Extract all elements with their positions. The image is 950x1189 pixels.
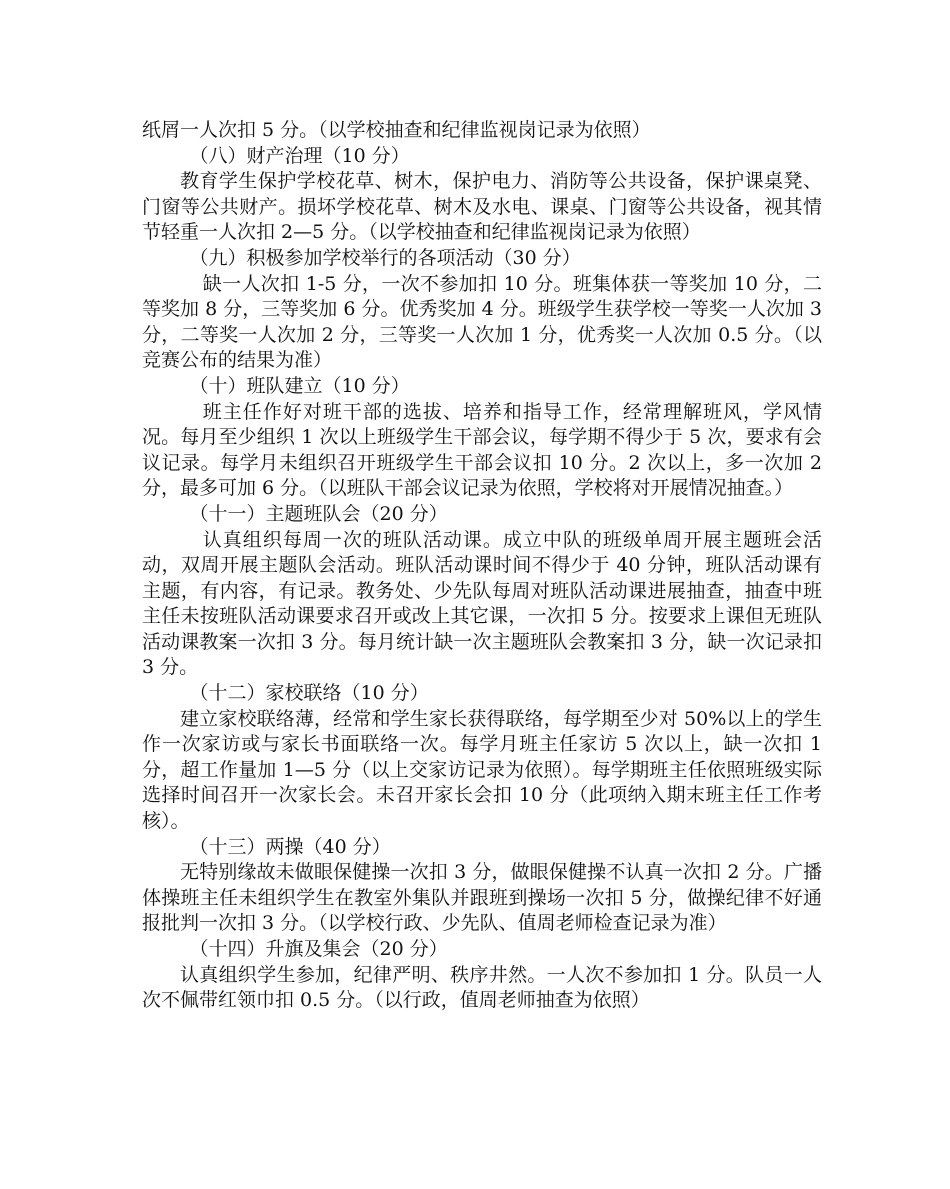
paragraph-theme-meeting: 认真组织每周一次的班队活动课。成立中队的班级单周开展主题班会活动，双周开展主题队会活动。班队活动课时间不得少于 40 分钟，班队活动课有主题，有内容，有记录。教务处、少先队每周对班队活动课进展抽查，抽查中班主任未按班队活动课要求召开或改上其它课，一次扣 5 分。按要求上课但无班队活动课教案一次扣 3 分。每月统计缺一次主题班队会教案扣 3 分，缺一次记录扣 3 分。 (142, 528, 822, 679)
section-heading-theme-meeting: （十一）主题班队会（20 分） (189, 502, 448, 525)
paragraph-home-school: 建立家校联络薄，经常和学生家长获得联络，每学期至少对 50%以上的学生作一次家访或与家长书面联络一次。每学月班主任家访 5 次以上，缺一次扣 1 分，超工作量加 1—5 分（以上交家访记录为依照）。每学期班主任依照班级实际选择时间召开一次家长会。未召开家长会扣 10 分（此项纳入期末班主任工作考核）。 (142, 707, 822, 833)
paragraph-activities: 缺一人次扣 1-5 分，一次不参加扣 10 分。班集体获一等奖加 10 分，二等奖加 8 分，三等奖加 6 分。优秀奖加 4 分。班级学生获学校一等奖一人次加 3 分，二等奖一人次加 2 分，三等奖一人次加 1 分，优秀奖一人次加 0.5 分。（以竞赛公布的结果为准） (142, 272, 822, 372)
section-heading-activities: （九）积极参加学校举行的各项活动（30 分） (189, 246, 581, 269)
section-heading-class-building: （十）班队建立（10 分） (189, 374, 410, 397)
paragraph-flag-raising: 认真组织学生参加，纪律严明、秩序井然。一人次不参加扣 1 分。队员一人次不佩带红领巾扣 0.5 分。（以行政，值周老师抽查为依照） (142, 963, 822, 1012)
paragraph-exercises: 无特别缘故未做眼保健操一次扣 3 分，做眼保健操不认真一次扣 2 分。广播体操班主任未组织学生在教室外集队并跟班到操场一次扣 5 分，做操纪律不好通报批判一次扣 3 分。（以学校行政、少先队、值周老师检查记录为准） (142, 861, 822, 935)
section-heading-property: （八）财产治理（10 分） (189, 144, 410, 167)
paragraph-class-building: 班主任作好对班干部的选拔、培养和指导工作，经常理解班风，学风情况。每月至少组织 1 次以上班级学生干部会议，每学期不得少于 5 次，要求有会议记录。每学月未组织召开班级学生干部会议扣 10 分。2 次以上，多一次加 2 分，最多可加 6 分。（以班队干部会议记录为依照，学校将对开展情况抽查。） (142, 400, 822, 500)
section-heading-flag-raising: （十四）升旗及集会（20 分） (189, 938, 448, 960)
section-heading-exercises: （十三）两操（40 分） (189, 835, 391, 858)
paragraph-property: 教育学生保护学校花草、树木，保护电力、消防等公共设备，保护课桌凳、门窗等公共财产。损坏学校花草、树木及水电、课桌、门窗等公共设备，视其情节轻重一人次扣 2—5 分。（以学校抽查和纪律监视岗记录为依照） (142, 170, 822, 244)
document-body (142, 118, 822, 1014)
section-heading-home-school: （十二）家校联络（10 分） (189, 682, 429, 705)
paragraph-intro-continuation: 纸屑一人次扣 5 分。（以学校抽查和纪律监视岗记录为依照） (142, 119, 651, 141)
